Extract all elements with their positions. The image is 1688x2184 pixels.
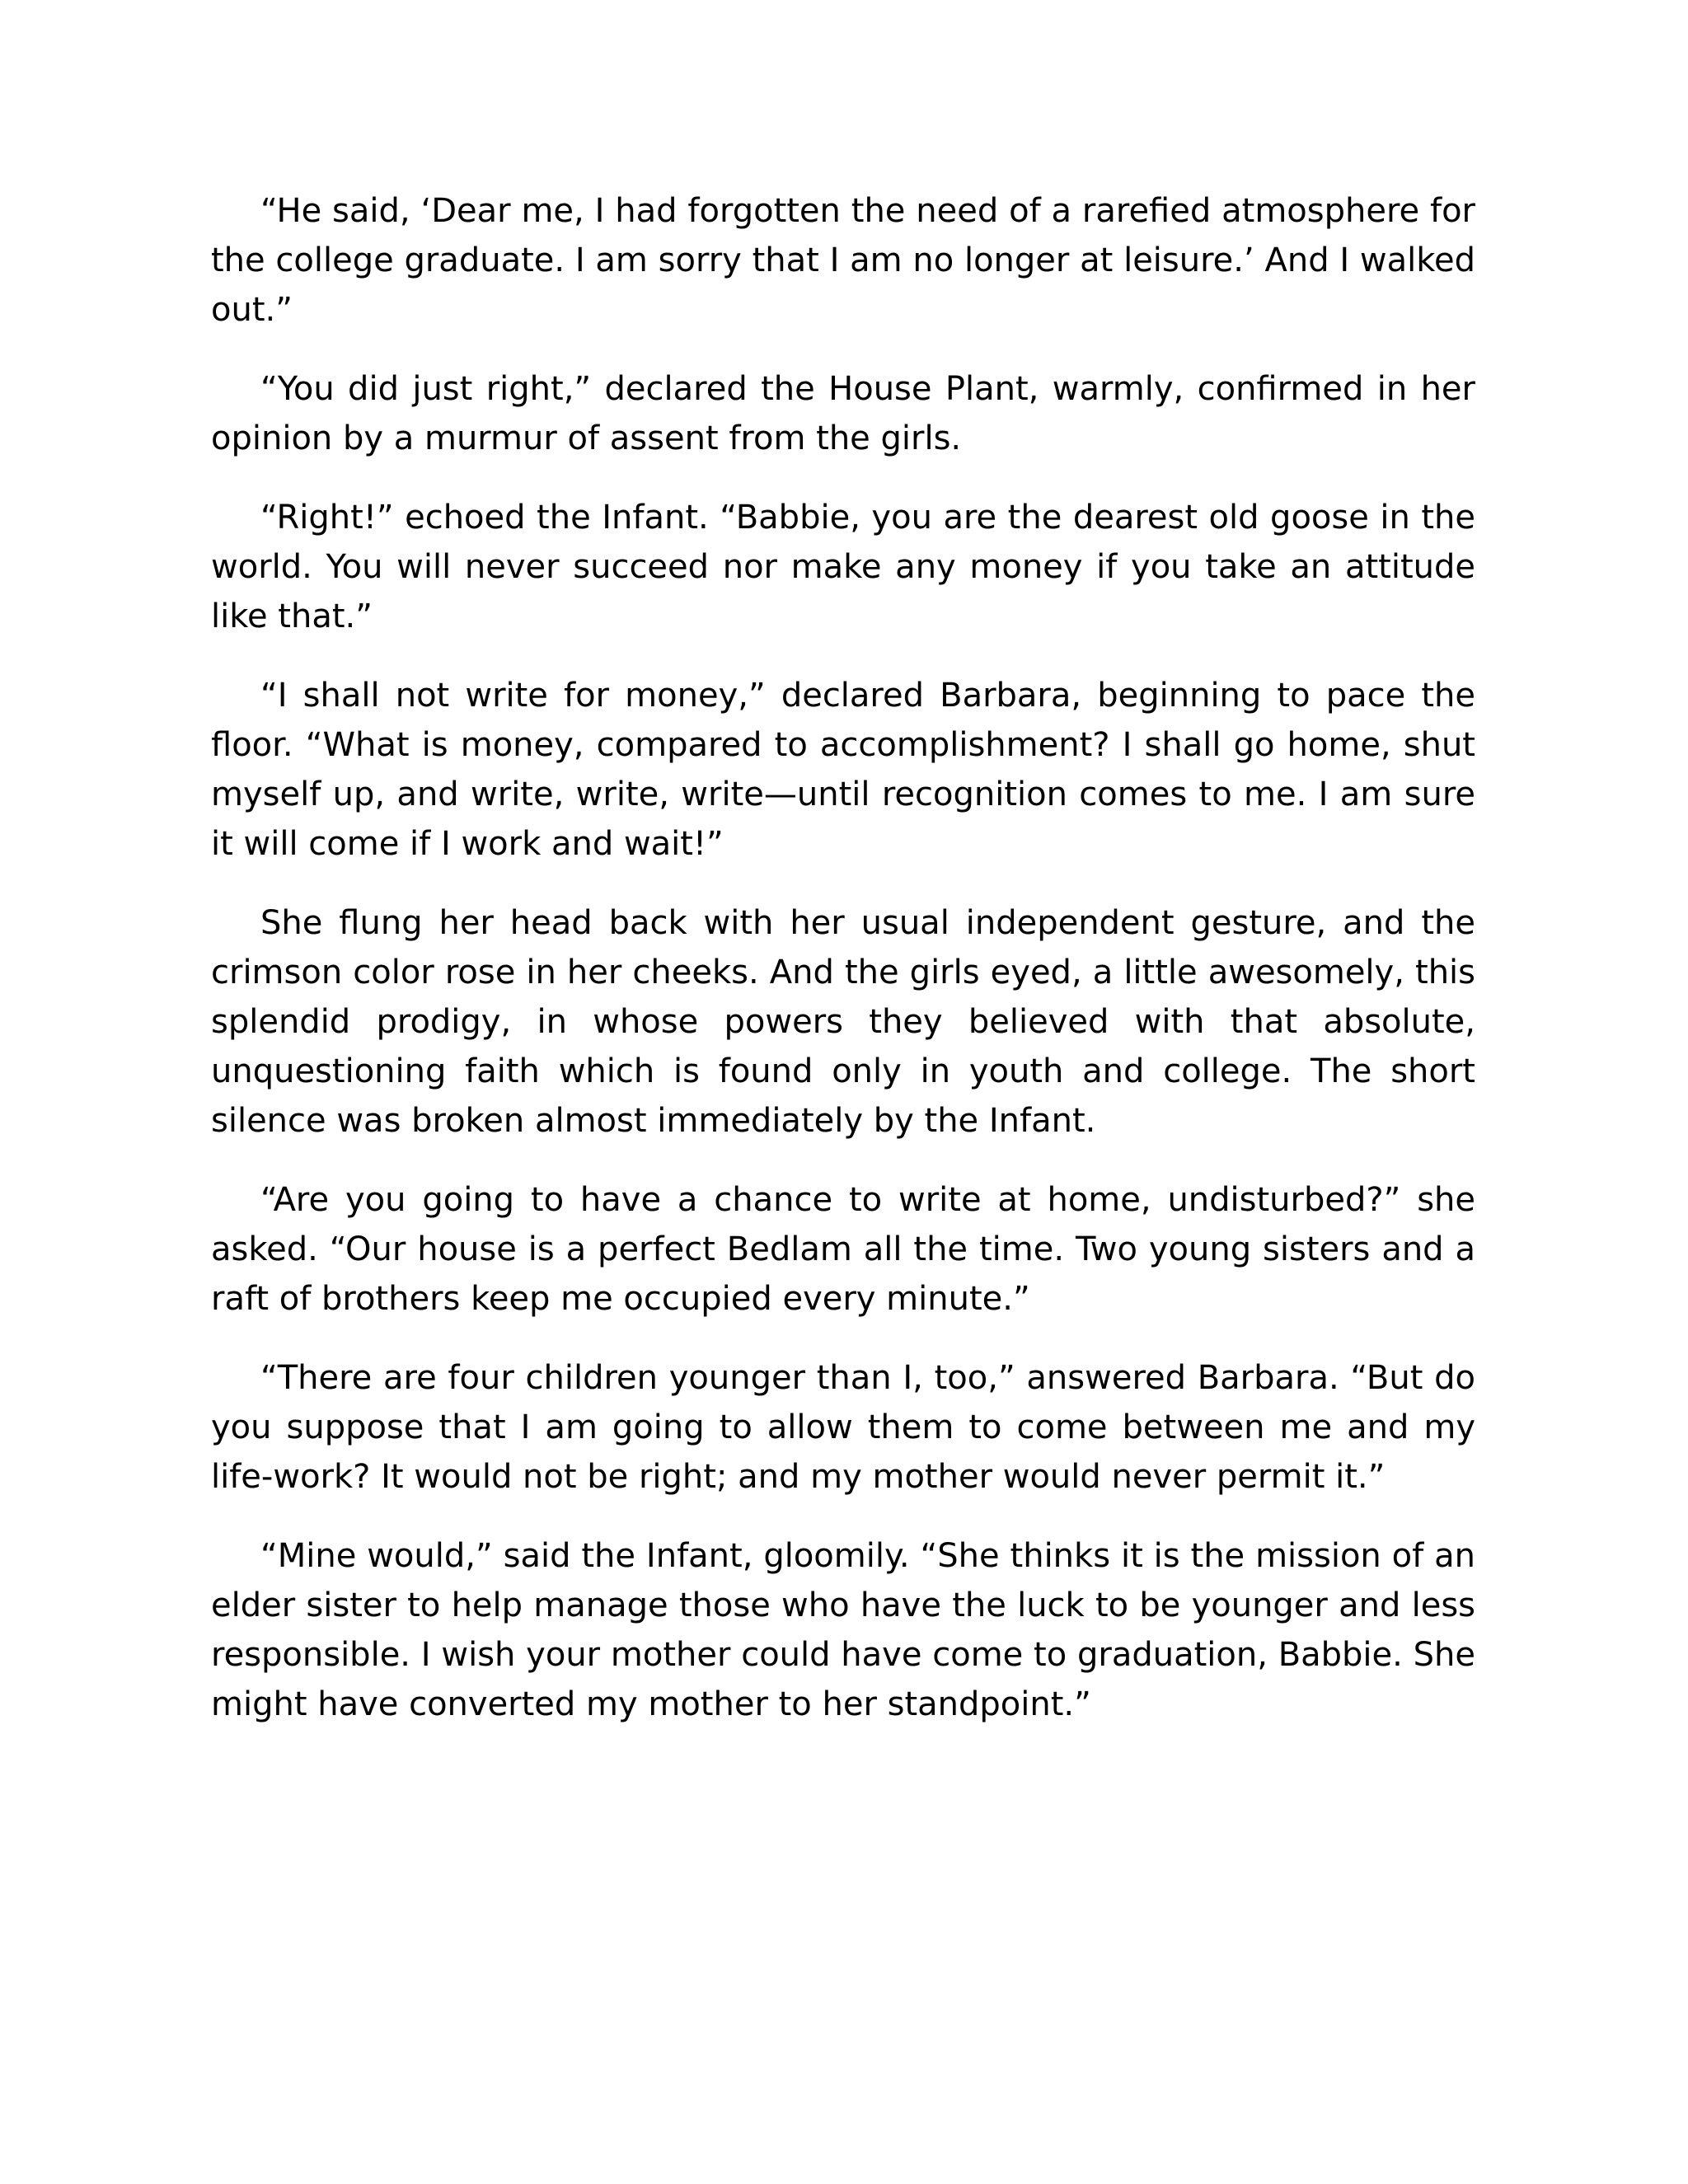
paragraph-4: “I shall not write for money,” declared Barbara, beginning to pace the floor. “What is money, compared to accomplishment? I shall go home, shut myself up, and write, write, write—until recognition comes to me. I am sure it will come if I work and wait!” bbox=[211, 677, 1475, 863]
paragraph-6: “Are you going to have a chance to write at home, undisturbed?” she asked. “Our house is a perfect Bedlam all the time. Two young sisters and a raft of brothers keep me occupied every minute.” bbox=[211, 1181, 1475, 1318]
body-text-column bbox=[211, 186, 1475, 1729]
paragraph-2: “You did just right,” declared the House Plant, warmly, confirmed in her opinion by a murmur of assent from the girls. bbox=[211, 370, 1475, 457]
paragraph-7: “There are four children younger than I, too,” answered Barbara. “But do you suppose that I am going to allow them to come between me and my life-work? It would not be right; and my mother would never permit it.” bbox=[211, 1359, 1475, 1496]
paragraph-5: She flung her head back with her usual independent gesture, and the crimson color rose in her cheeks. And the girls eyed, a little awesomely, this splendid prodigy, in whose powers they believed with that absolute, unquestioning faith which is found only in youth and college. The short silence was broken almost immediately by the Infant. bbox=[211, 904, 1475, 1140]
paragraph-1: “He said, ‘Dear me, I had forgotten the need of a rarefied atmosphere for the college graduate. I am sorry that I am no longer at leisure.’ And I walked out.” bbox=[211, 192, 1475, 329]
paragraph-8: “Mine would,” said the Infant, gloomily. “She thinks it is the mission of an elder sister to help manage those who have the luck to be younger and less responsible. I wish your mother could have come to graduation, Babbie. She might have converted my mother to her standpoint.” bbox=[211, 1537, 1475, 1723]
paragraph-3: “Right!” echoed the Infant. “Babbie, you are the dearest old goose in the world. You will never succeed nor make any money if you take an attitude like that.” bbox=[211, 499, 1475, 635]
